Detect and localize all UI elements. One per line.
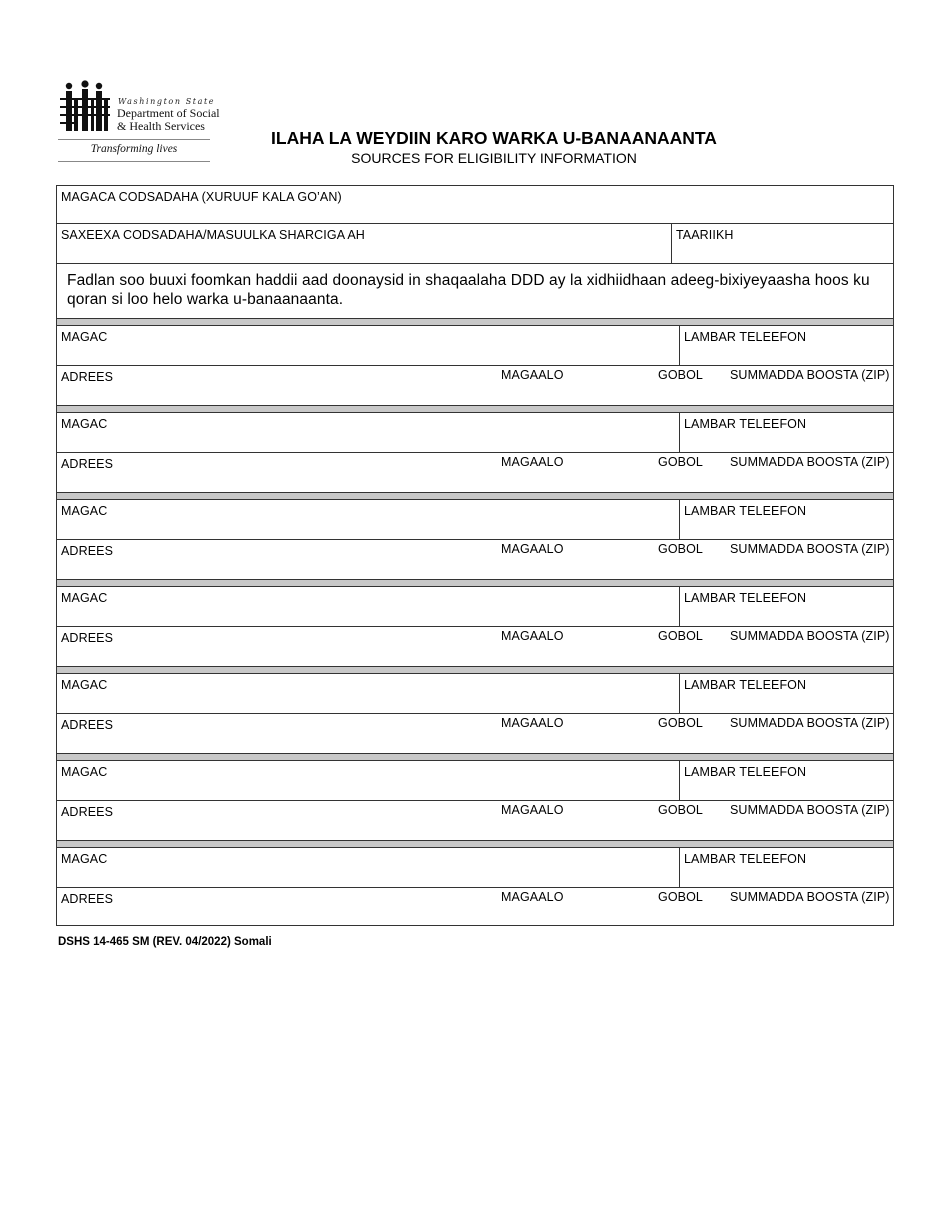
section-separator [57, 840, 893, 848]
client-name-label: MAGACA CODSADAHA (XURUUF KALA GO’AN) [61, 190, 342, 204]
signature-field[interactable] [57, 263, 893, 264]
source-state-label: GOBOL [658, 890, 703, 904]
source-zip-label: SUMMADDA BOOSTA (ZIP) [730, 542, 890, 556]
source-zip-label: SUMMADDA BOOSTA (ZIP) [730, 890, 890, 904]
source-name-label: MAGAC [61, 765, 108, 779]
source-city-label: MAGAALO [501, 368, 564, 382]
source-zip-label: SUMMADDA BOOSTA (ZIP) [730, 716, 890, 730]
source-zip-label: SUMMADDA BOOSTA (ZIP) [730, 368, 890, 382]
source-state-label: GOBOL [658, 716, 703, 730]
source-state-label: GOBOL [658, 455, 703, 469]
source-name-phone-field[interactable] [57, 452, 893, 453]
source-name-phone-field[interactable] [57, 713, 893, 714]
logo-department-text: Department of Social & Health Services [117, 106, 220, 133]
logo-tagline: Transforming lives [90, 143, 178, 155]
source-zip-label: SUMMADDA BOOSTA (ZIP) [730, 803, 890, 817]
source-address-label: ADREES [61, 805, 114, 819]
source-name-label: MAGAC [61, 678, 108, 692]
source-city-label: MAGAALO [501, 890, 564, 904]
name-phone-divider [679, 848, 680, 888]
source-address-label: ADREES [61, 457, 114, 471]
section-separator [57, 405, 893, 413]
source-name-phone-field[interactable] [57, 365, 893, 366]
form-id-footer: DSHS 14-465 SM (REV. 04/2022) Somali [58, 936, 272, 948]
dshs-logo [58, 80, 220, 164]
source-city-label: MAGAALO [501, 803, 564, 817]
eligibility-sources-form [56, 185, 894, 926]
source-phone-label: LAMBAR TELEEFON [684, 852, 807, 866]
source-state-label: GOBOL [658, 803, 703, 817]
section-separator [57, 753, 893, 761]
source-phone-label: LAMBAR TELEEFON [684, 591, 807, 605]
source-name-phone-field[interactable] [57, 626, 893, 627]
source-state-label: GOBOL [658, 542, 703, 556]
name-phone-divider [679, 761, 680, 801]
name-phone-divider [679, 413, 680, 453]
source-address-label: ADREES [61, 544, 114, 558]
source-address-label: ADREES [61, 892, 114, 906]
source-phone-label: LAMBAR TELEEFON [684, 678, 807, 692]
source-name-phone-field[interactable] [57, 887, 893, 888]
source-address-label: ADREES [61, 370, 114, 384]
source-name-label: MAGAC [61, 417, 108, 431]
source-name-label: MAGAC [61, 504, 108, 518]
form-title: ILAHA LA WEYDIIN KARO WARKA U-BANAANAANTA [271, 128, 717, 148]
source-name-label: MAGAC [61, 330, 108, 344]
source-phone-label: LAMBAR TELEEFON [684, 330, 807, 344]
source-zip-label: SUMMADDA BOOSTA (ZIP) [730, 455, 890, 469]
source-name-label: MAGAC [61, 591, 108, 605]
name-phone-divider [679, 674, 680, 714]
instructions-text: Fadlan soo buuxi foomkan haddii aad doonaysid in shaqaalaha DDD ay la xidhiidhaan adeeg-bixiyeyaasha hoos ku qoran si loo helo warka u-banaanaanta. [67, 272, 870, 308]
source-name-phone-field[interactable] [57, 539, 893, 540]
logo-state-text: Washington State [118, 97, 216, 106]
source-city-label: MAGAALO [501, 629, 564, 643]
form-subtitle: SOURCES FOR ELIGIBILITY INFORMATION [351, 150, 637, 166]
source-phone-label: LAMBAR TELEEFON [684, 504, 807, 518]
source-address-label: ADREES [61, 718, 114, 732]
name-phone-divider [679, 587, 680, 627]
section-separator [57, 579, 893, 587]
name-phone-divider [679, 500, 680, 540]
name-phone-divider [679, 326, 680, 366]
source-state-label: GOBOL [658, 368, 703, 382]
section-separator [57, 492, 893, 500]
signature-label: SAXEEXA CODSADAHA/MASUULKA SHARCIGA AH [61, 228, 365, 242]
source-state-label: GOBOL [658, 629, 703, 643]
source-name-label: MAGAC [61, 852, 108, 866]
source-name-phone-field[interactable] [57, 800, 893, 801]
date-label: TAARIIKH [676, 228, 734, 242]
source-phone-label: LAMBAR TELEEFON [684, 417, 807, 431]
dshs-people-logo-icon [58, 80, 112, 134]
logo-divider-bottom [58, 161, 210, 162]
source-city-label: MAGAALO [501, 716, 564, 730]
signature-date-divider [671, 224, 672, 264]
section-separator [57, 318, 893, 326]
logo-divider-top [58, 139, 210, 140]
source-city-label: MAGAALO [501, 455, 564, 469]
source-city-label: MAGAALO [501, 542, 564, 556]
source-zip-label: SUMMADDA BOOSTA (ZIP) [730, 629, 890, 643]
section-separator [57, 666, 893, 674]
source-address-label: ADREES [61, 631, 114, 645]
client-name-field[interactable] [57, 223, 893, 224]
source-phone-label: LAMBAR TELEEFON [684, 765, 807, 779]
